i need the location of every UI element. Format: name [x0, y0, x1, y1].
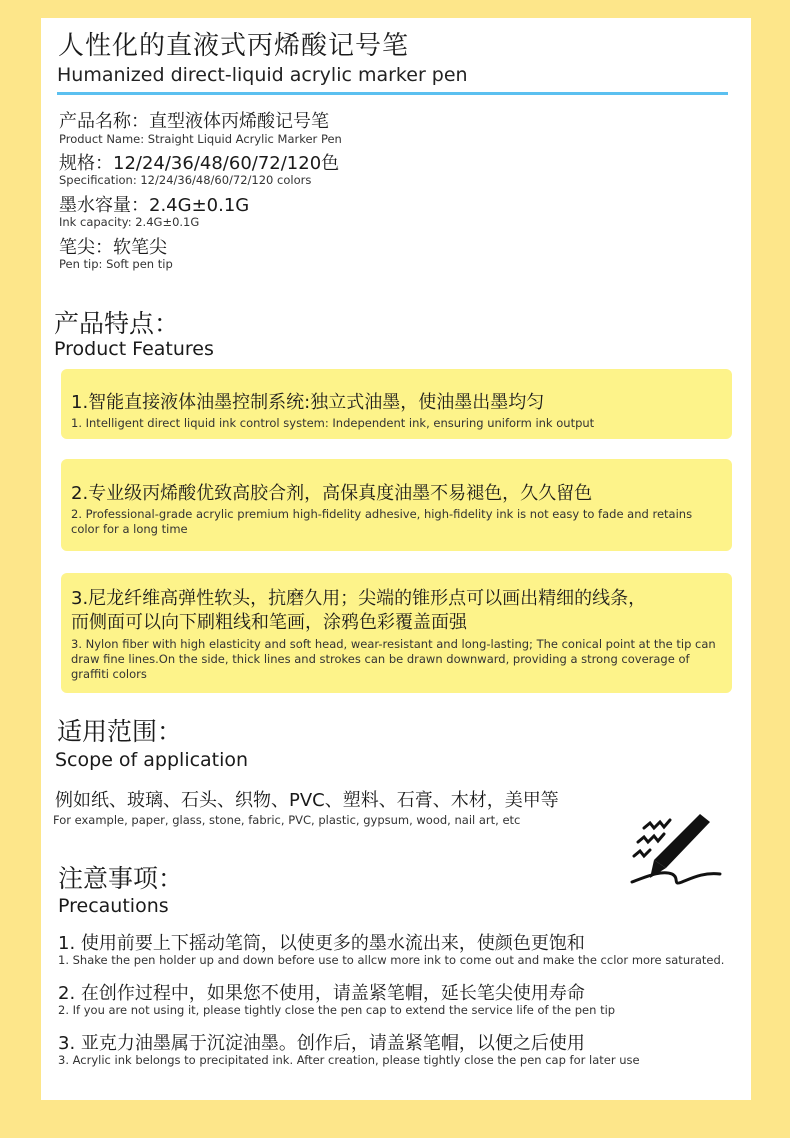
- title-divider: [57, 92, 728, 95]
- spec-product-name-cn: 产品名称：直型液体丙烯酸记号笔: [59, 111, 329, 132]
- spec-specification-cn: 规格：12/24/36/48/60/72/120色: [59, 153, 340, 174]
- page-title: 人性化的直液式丙烯酸记号笔: [58, 31, 410, 61]
- spec-ink-capacity-en: Ink capacity: 2.4G±0.1G: [59, 215, 200, 229]
- features-heading-en: Product Features: [54, 338, 214, 360]
- feature-item-3-cn-line1: 3.尼龙纤维高弹性软头，抗磨久用；尖端的锥形点可以画出精细的线条，: [71, 588, 647, 609]
- application-heading-cn: 适用范围：: [57, 717, 183, 746]
- feature-item-3-en: 3. Nylon fiber with high elasticity and soft head, wear-resistant and long-lasting; The conical point at the tip can draw fine lines.On the side, thick lines and strokes can be drawn downward, providing a strong coverage of graffiti colors: [71, 637, 716, 681]
- feature-item-2: [61, 459, 732, 551]
- precaution-item-3-en: 3. Acrylic ink belongs to precipitated ink. After creation, please tightly close the pen cap for later use: [58, 1053, 640, 1067]
- spec-ink-capacity-cn: 墨水容量：2.4G±0.1G: [59, 195, 250, 216]
- feature-item-2-cn: 2.专业级丙烯酸优致高胶合剂，高保真度油墨不易褪色，久久留色: [71, 483, 593, 504]
- spec-product-name-en: Product Name: Straight Liquid Acrylic Marker Pen: [59, 132, 342, 146]
- features-heading-cn: 产品特点：: [54, 309, 180, 338]
- page-subtitle: Humanized direct-liquid acrylic marker pen: [57, 64, 468, 86]
- feature-item-3-cn-line2: 而侧面可以向下刷粗线和笔画，涂鸦色彩覆盖面强: [71, 612, 467, 633]
- spec-specification-en: Specification: 12/24/36/48/60/72/120 colors: [59, 173, 312, 187]
- precaution-item-3-cn: 3. 亚克力油墨属于沉淀油墨。创作后，请盖紧笔帽，以便之后使用: [58, 1033, 585, 1054]
- precaution-item-2-en: 2. If you are not using it, please tightly close the pen cap to extend the service life of the pen tip: [58, 1003, 616, 1017]
- precaution-item-1-en: 1. Shake the pen holder up and down before use to allcw more ink to come out and make the cclor more saturated.: [58, 953, 725, 967]
- application-text-cn: 例如纸、玻璃、石头、织物、PVC、塑料、石膏、木材，美甲等: [55, 790, 559, 811]
- application-heading-en: Scope of application: [55, 749, 249, 771]
- feature-item-2-en: 2. Professional-grade acrylic premium high-fidelity adhesive, high-fidelity ink is not easy to fade and retains color for a long time: [71, 507, 693, 536]
- feature-item-3: [61, 573, 732, 693]
- precautions-heading-en: Precautions: [58, 895, 169, 917]
- content-card: [41, 18, 751, 1100]
- precaution-item-1-cn: 1. 使用前要上下摇动笔筒，以使更多的墨水流出来，使颜色更饱和: [58, 933, 585, 954]
- precautions-heading-cn: 注意事项：: [58, 864, 184, 893]
- feature-item-1: [61, 369, 732, 439]
- spec-pen-tip-cn: 笔尖：软笔尖: [59, 237, 167, 258]
- application-text-en: For example, paper, glass, stone, fabric, PVC, plastic, gypsum, wood, nail art, etc: [53, 813, 521, 827]
- spec-pen-tip-en: Pen tip: Soft pen tip: [59, 257, 173, 271]
- feature-item-1-en: 1. Intelligent direct liquid ink control system: Independent ink, ensuring uniform ink output: [71, 416, 595, 430]
- writing-pen-icon: [626, 808, 726, 888]
- feature-item-1-cn: 1.智能直接液体油墨控制系统:独立式油墨，使油墨出墨均匀: [71, 392, 545, 413]
- precaution-item-2-cn: 2. 在创作过程中，如果您不使用，请盖紧笔帽，延长笔尖使用寿命: [58, 983, 585, 1004]
